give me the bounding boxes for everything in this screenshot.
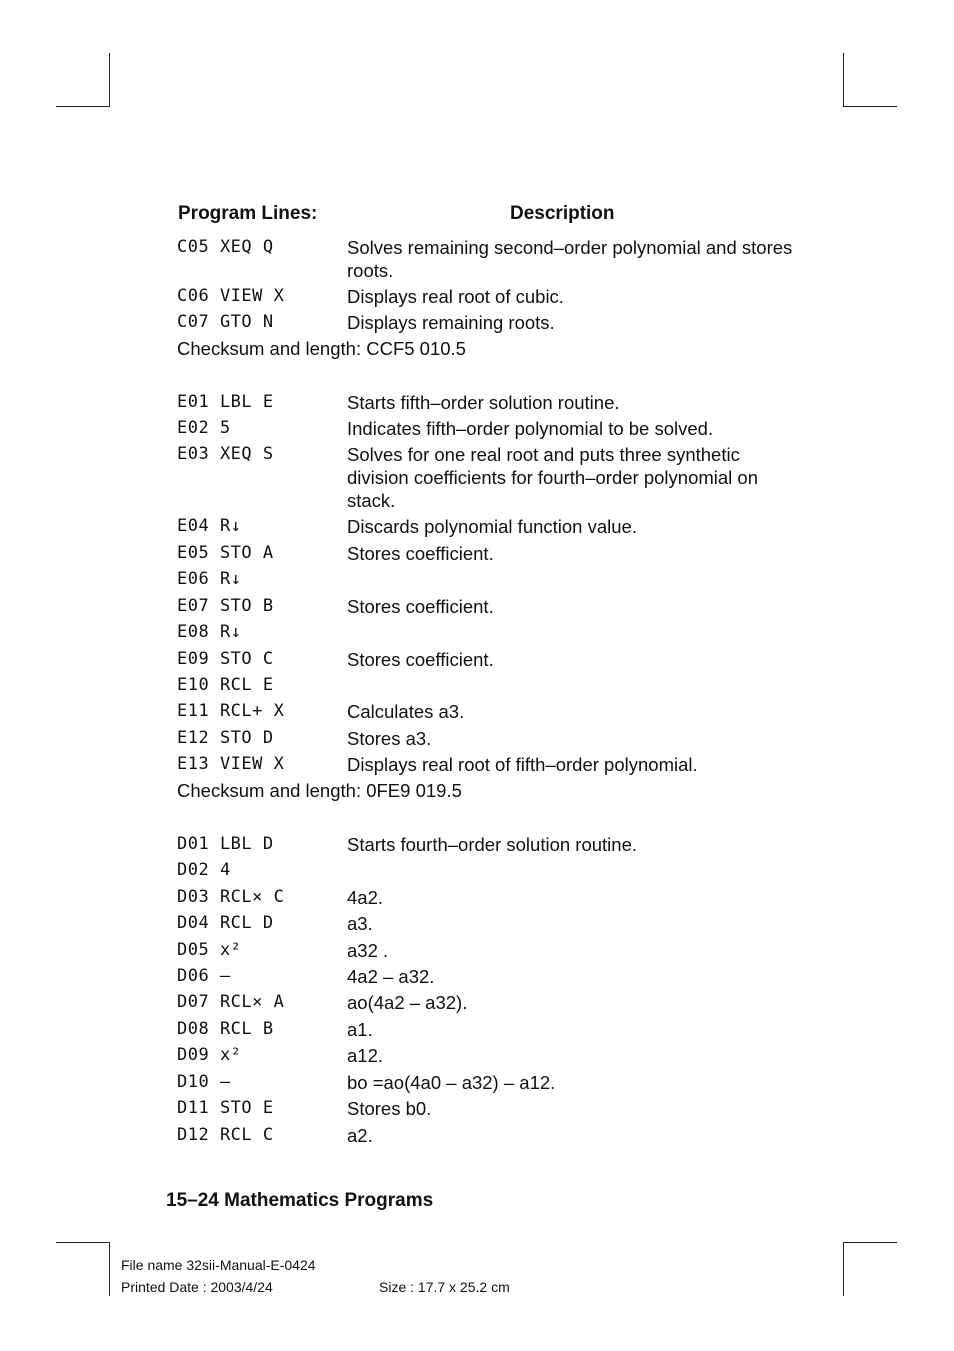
program-line-code: E06 R↓ <box>177 569 242 589</box>
program-line-code: E08 R↓ <box>177 622 242 642</box>
program-line-description: a1. <box>347 1019 373 1040</box>
crop-mark <box>56 1242 110 1243</box>
program-line-description: Stores coefficient. <box>347 596 494 617</box>
program-line-description: a2. <box>347 1125 373 1146</box>
program-line-description: a3. <box>347 913 373 934</box>
program-line-description: Stores coefficient. <box>347 543 494 564</box>
program-line-description: Displays real root of cubic. <box>347 286 564 307</box>
program-line-description: Stores b0. <box>347 1098 432 1119</box>
crop-mark <box>56 106 110 107</box>
program-line-description: 4a2. <box>347 887 384 908</box>
program-line-code: D05 x² <box>177 940 242 960</box>
program-line-description: Discards polynomial function value. <box>347 516 637 537</box>
program-line-description: Stores coefficient. <box>347 649 494 670</box>
crop-mark <box>843 53 844 107</box>
program-line-code: E03 XEQ S <box>177 444 274 464</box>
file-name-label: File name 32sii-Manual-E-0424 <box>121 1257 316 1273</box>
program-line-code: D03 RCL× C <box>177 887 285 907</box>
program-line-description: Solves remaining second–order polynomial and stores roots. <box>347 237 793 281</box>
program-line-code: D10 – <box>177 1072 231 1092</box>
program-line-code: D06 – <box>177 966 231 986</box>
crop-mark <box>843 1242 844 1296</box>
program-line-description: Solves for one real root and puts three synthetic division coefficients for fourth–order polynomial on stack. <box>347 444 758 511</box>
checksum-line: Checksum and length: CCF5 010.5 <box>177 338 466 359</box>
program-line-code: E12 STO D <box>177 728 274 748</box>
program-lines-heading: Program Lines: <box>178 203 318 224</box>
program-line-code: E02 5 <box>177 418 231 438</box>
program-line-code: E09 STO C <box>177 649 274 669</box>
program-line-code: D09 x² <box>177 1045 242 1065</box>
program-line-description: Displays real root of fifth–order polynomial. <box>347 754 698 775</box>
program-line-code: E13 VIEW X <box>177 754 285 774</box>
program-line-description: Starts fifth–order solution routine. <box>347 392 620 413</box>
program-line-description: 4a2 – a32. <box>347 966 435 987</box>
program-line-description: Indicates fifth–order polynomial to be solved. <box>347 418 714 439</box>
checksum-line: Checksum and length: 0FE9 019.5 <box>177 780 462 801</box>
crop-mark <box>843 1242 897 1243</box>
table-header <box>178 203 798 229</box>
program-line-code: D01 LBL D <box>177 834 274 854</box>
description-heading: Description <box>510 203 615 224</box>
program-line-code: E10 RCL E <box>177 675 274 695</box>
program-line-code: D04 RCL D <box>177 913 274 933</box>
crop-mark <box>843 106 897 107</box>
crop-mark <box>109 53 110 107</box>
program-line-code: D08 RCL B <box>177 1019 274 1039</box>
printed-date-label: Printed Date : 2003/4/24 <box>121 1279 273 1295</box>
program-line-code: D12 RCL C <box>177 1125 274 1145</box>
program-line-description: ao(4a2 – a32). <box>347 992 468 1013</box>
crop-mark <box>109 1242 110 1296</box>
program-line-description: a12. <box>347 1045 384 1066</box>
program-line-code: E04 R↓ <box>177 516 242 536</box>
size-label: Size : 17.7 x 25.2 cm <box>379 1279 510 1295</box>
program-line-description: Starts fourth–order solution routine. <box>347 834 637 855</box>
program-line-code: C05 XEQ Q <box>177 237 274 257</box>
program-line-description: a32 . <box>347 940 389 961</box>
program-line-code: D02 4 <box>177 860 231 880</box>
program-line-code: E11 RCL+ X <box>177 701 285 721</box>
program-line-code: E01 LBL E <box>177 392 274 412</box>
program-line-description: Displays remaining roots. <box>347 312 555 333</box>
program-line-code: C07 GTO N <box>177 312 274 332</box>
page-footer-title: 15–24 Mathematics Programs <box>166 1190 434 1211</box>
program-line-code: C06 VIEW X <box>177 286 285 306</box>
program-line-code: E05 STO A <box>177 543 274 563</box>
program-line-description: bo =ao(4a0 – a32) – a12. <box>347 1072 556 1093</box>
program-line-code: E07 STO B <box>177 596 274 616</box>
program-line-code: D11 STO E <box>177 1098 274 1118</box>
program-line-code: D07 RCL× A <box>177 992 285 1012</box>
program-line-description: Stores a3. <box>347 728 432 749</box>
program-line-description: Calculates a3. <box>347 701 465 722</box>
